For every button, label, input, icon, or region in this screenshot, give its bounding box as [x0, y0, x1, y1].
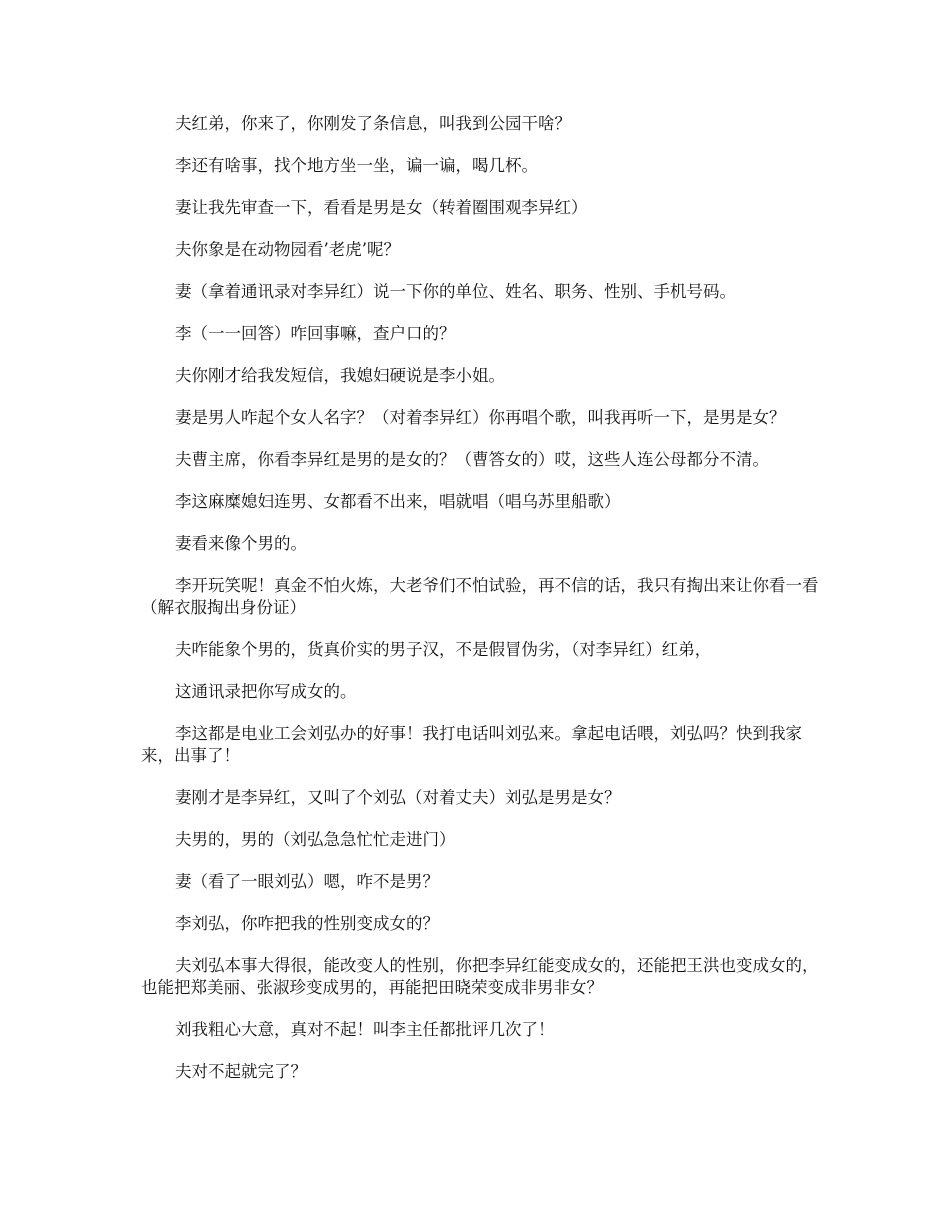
paragraph: 妻是男人咋起个女人名字？（对着李异红）你再唱个歌，叫我再听一下，是男是女？: [175, 408, 786, 427]
paragraph: 妻看来像个男的。: [175, 534, 307, 553]
paragraph: 李开玩笑呢！真金不怕火炼，大老爷们不怕试验，再不信的话，我只有掏出来让你看一看（解衣服掏出身份证）: [141, 576, 819, 617]
paragraph: 夫男的，男的（刘弘急急忙忙走进门）: [175, 830, 456, 849]
paragraph: 李（一一回答）咋回事嘛，查户口的？: [175, 324, 456, 343]
paragraph: 李还有啥事，找个地方坐一坐，谝一谝，喝几杯。: [175, 156, 538, 175]
paragraph: 刘我粗心大意，真对不起！叫李主任都批评几次了！: [175, 1020, 555, 1039]
paragraph: 妻（看了一眼刘弘）嗯，咋不是男？: [175, 872, 439, 891]
paragraph: 李这麻糜媳妇连男、女都看不出来，唱就唱（唱乌苏里船歌）: [175, 492, 621, 511]
paragraph: 夫咋能象个男的，货真价实的男子汉，不是假冒伪劣，（对李异红）红弟，: [175, 640, 712, 659]
paragraph: 这通讯录把你写成女的。: [175, 682, 357, 701]
paragraph: 妻（拿着通讯录对李异红）说一下你的单位、姓名、职务、性别、手机号码。: [175, 282, 736, 301]
paragraph: 妻让我先审查一下，看看是男是女（转着圈围观李异红）: [175, 198, 588, 217]
paragraph: 夫你刚才给我发短信，我媳妇硬说是李小姐。: [175, 366, 505, 385]
paragraph: 李这都是电业工会刘弘办的好事！我打电话叫刘弘来。拿起电话喂，刘弘吗？快到我家来，出事了！: [141, 724, 802, 765]
paragraph: 夫红弟，你来了，你刚发了条信息，叫我到公园干啥？: [175, 114, 571, 133]
paragraph: 妻刚才是李异红，又叫了个刘弘（对着丈夫）刘弘是男是女？: [175, 788, 621, 807]
paragraph: 夫对不起就完了？: [175, 1062, 307, 1081]
paragraph: 夫你象是在动物园看’老虎’呢？: [175, 240, 400, 259]
paragraph: 夫刘弘本事大得很，能改变人的性别，你把李异红能变成女的，还能把王洪也变成女的，也能把郑美丽、张淑珍变成男的，再能把田晓荣变成非男非女？: [141, 956, 819, 997]
paragraph: 李刘弘，你咋把我的性别变成女的？: [175, 914, 439, 933]
paragraph: 夫曹主席，你看李异红是男的是女的？（曹答女的）哎，这些人连公母都分不清。: [175, 450, 769, 469]
